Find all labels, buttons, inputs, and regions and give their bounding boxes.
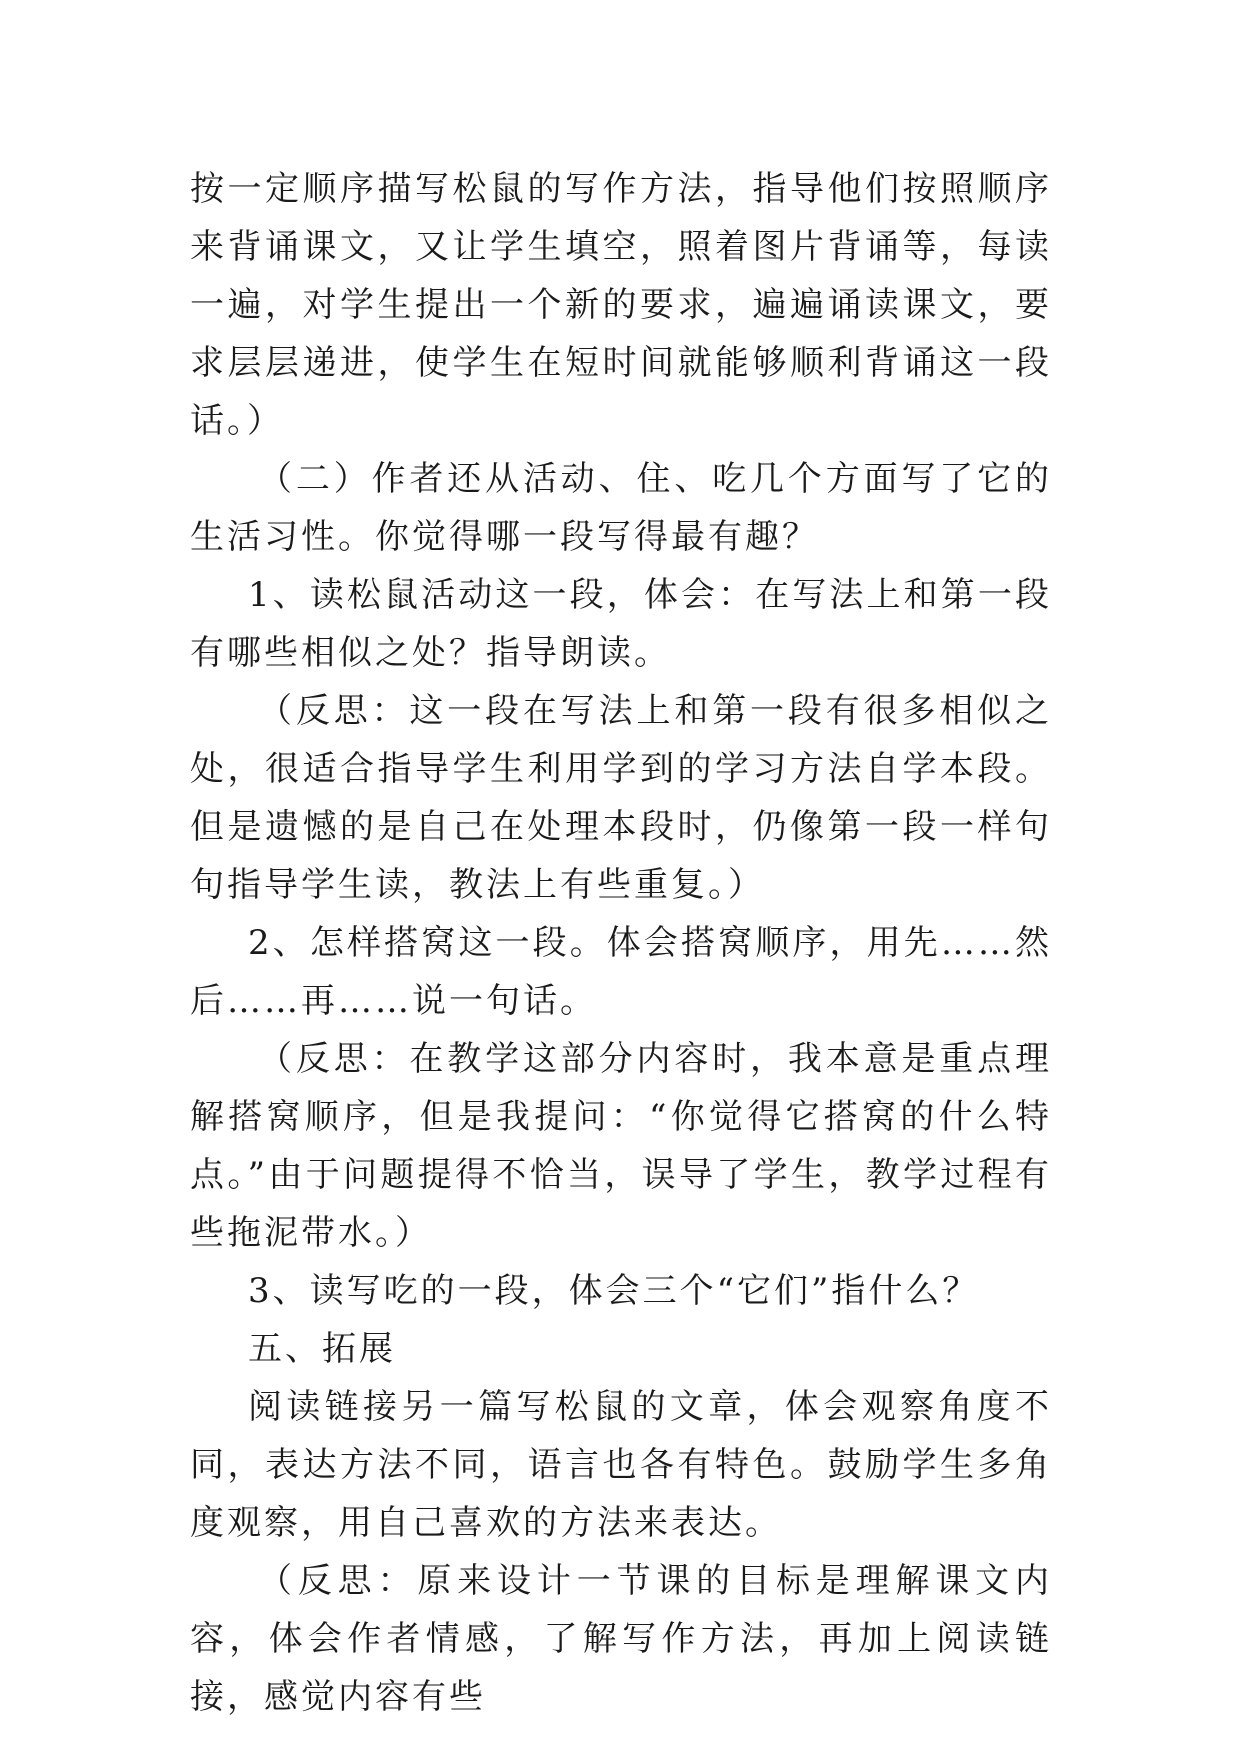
section-heading-extension: 五、拓展 (248, 1329, 396, 1369)
paragraph-reflection-one: （反思：这一段在写法上和第一段有很多相似之处，很适合指导学生利用学到的学习方法自学本段。但是遗憾的是自己在处理本段时，仍像第一段一样句句指导学生读，教法上有些重复。） (190, 691, 1052, 905)
paragraph-item-one: 1、读松鼠活动这一段，体会：在写法上和第一段有哪些相似之处？指导朗读。 (190, 575, 1052, 673)
paragraph-reflection-two: （反思：在教学这部分内容时，我本意是重点理解搭窝顺序，但是我提问：“你觉得它搭窝的什么特点。”由于问题提得不恰当，误导了学生，教学过程有些拖泥带水。） (190, 1039, 1052, 1253)
paragraph-item-three: 3、读写吃的一段，体会三个“它们”指什么？ (248, 1271, 980, 1311)
document-body (190, 160, 1052, 1726)
paragraph-section-two: （二）作者还从活动、住、吃几个方面写了它的生活习性。你觉得哪一段写得最有趣？ (190, 459, 1052, 557)
paragraph-continued-reflection: 按一定顺序描写松鼠的写作方法，指导他们按照顺序来背诵课文，又让学生填空，照着图片背诵等，每读一遍，对学生提出一个新的要求，遍遍诵读课文，要求层层递进，使学生在短时间就能够顺利背诵这一段话。） (190, 169, 1052, 441)
paragraph-item-two: 2、怎样搭窝这一段。体会搭窝顺序，用先……然后……再……说一句话。 (190, 923, 1052, 1021)
paragraph-extension: 阅读链接另一篇写松鼠的文章，体会观察角度不同，表达方法不同，语言也各有特色。鼓励学生多角度观察，用自己喜欢的方法来表达。 (190, 1387, 1052, 1543)
paragraph-reflection-three: （反思：原来设计一节课的目标是理解课文内容，体会作者情感，了解写作方法，再加上阅读链接，感觉内容有些 (190, 1561, 1052, 1717)
